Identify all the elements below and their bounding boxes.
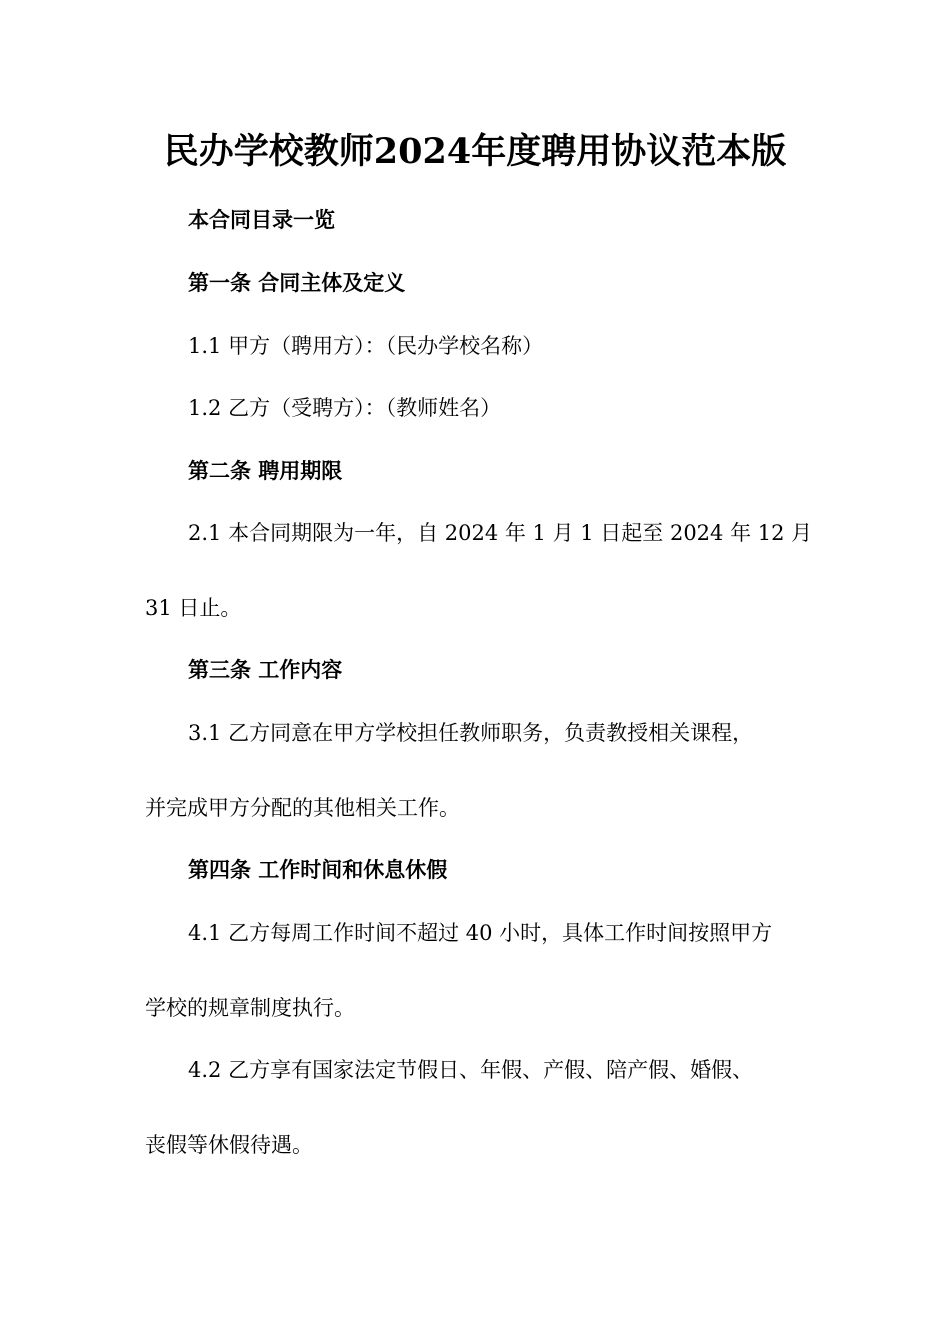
article-1-heading: 第一条 合同主体及定义 [188,270,406,295]
clause-4-2-line-1: 4.2 乙方享有国家法定节假日、年假、产假、陪产假、婚假、 [188,1058,754,1082]
article-2-heading: 第二条 聘用期限 [188,458,343,483]
article-3-heading: 第三条 工作内容 [188,657,343,682]
clause-2-1-line-1: 2.1 本合同期限为一年，自 2024 年 1 月 1 日起至 2024 年 12 月 [188,521,813,545]
toc-heading: 本合同目录一览 [188,207,335,232]
document-title: 民办学校教师2024年度聘用协议范本版 [163,131,787,172]
clause-3-1-line-2: 并完成甲方分配的其他相关工作。 [145,796,460,820]
clause-4-2-line-2: 丧假等休假待遇。 [145,1133,313,1157]
clause-2-1-line-2: 31 日止。 [145,596,242,620]
clause-4-1-line-1: 4.1 乙方每周工作时间不超过 40 小时，具体工作时间按照甲方 [188,921,773,945]
article-4-heading: 第四条 工作时间和休息休假 [188,857,448,882]
clause-1-1: 1.1 甲方（聘用方）：（民办学校名称） [188,334,544,358]
clause-3-1-line-1: 3.1 乙方同意在甲方学校担任教师职务，负责教授相关课程， [188,721,754,745]
clause-1-2: 1.2 乙方（受聘方）：（教师姓名） [188,396,502,420]
clause-4-1-line-2: 学校的规章制度执行。 [145,996,355,1020]
